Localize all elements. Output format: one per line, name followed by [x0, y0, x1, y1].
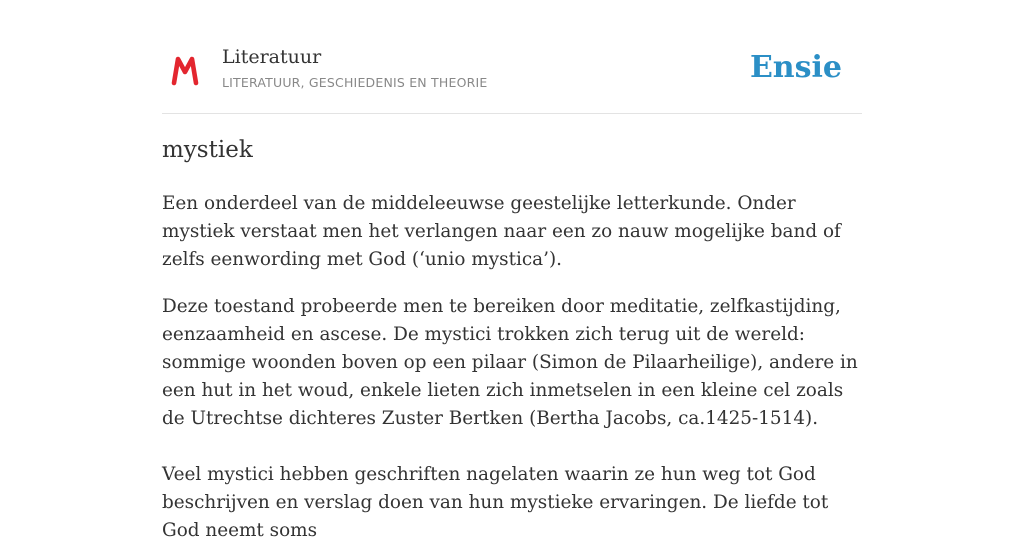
- source-header: [162, 40, 862, 114]
- entry-paragraph: Veel mystici hebben geschriften nagelaten waarin ze hun weg tot God beschrijven en verslag doen van hun mystieke ervaringen. De liefde tot God neemt soms: [162, 464, 829, 541]
- source-subtitle: LITERATUUR, GESCHIEDENIS EN THEORIE: [222, 75, 488, 90]
- entry-title: mystiek: [162, 137, 253, 163]
- entry-paragraph: Deze toestand probeerde men te bereiken door meditatie, zelfkastijding, eenzaamheid en ascese. De mystici trokken zich terug uit de wereld: sommige woonden boven op een pilaar (Simon de Pilaarheilige), andere in een hut in het woud, enkele lieten zich inmetselen in een kleine cel zoals de Utrechtse dichteres Zuster Bertken (Bertha Jacobs, ca.1425-1514).: [162, 296, 858, 429]
- source-title[interactable]: Literatuur: [222, 46, 322, 68]
- entry-paragraph: Een onderdeel van de middeleeuwse geestelijke letterkunde. Onder mystiek verstaat men het verlangen naar een zo nauw mogelijke band of zelfs eenwording met God (‘unio mystica’).: [162, 193, 841, 270]
- source-logo-icon[interactable]: [172, 55, 198, 85]
- entry-body: [162, 190, 868, 545]
- ensie-logo[interactable]: Ensie: [749, 50, 842, 85]
